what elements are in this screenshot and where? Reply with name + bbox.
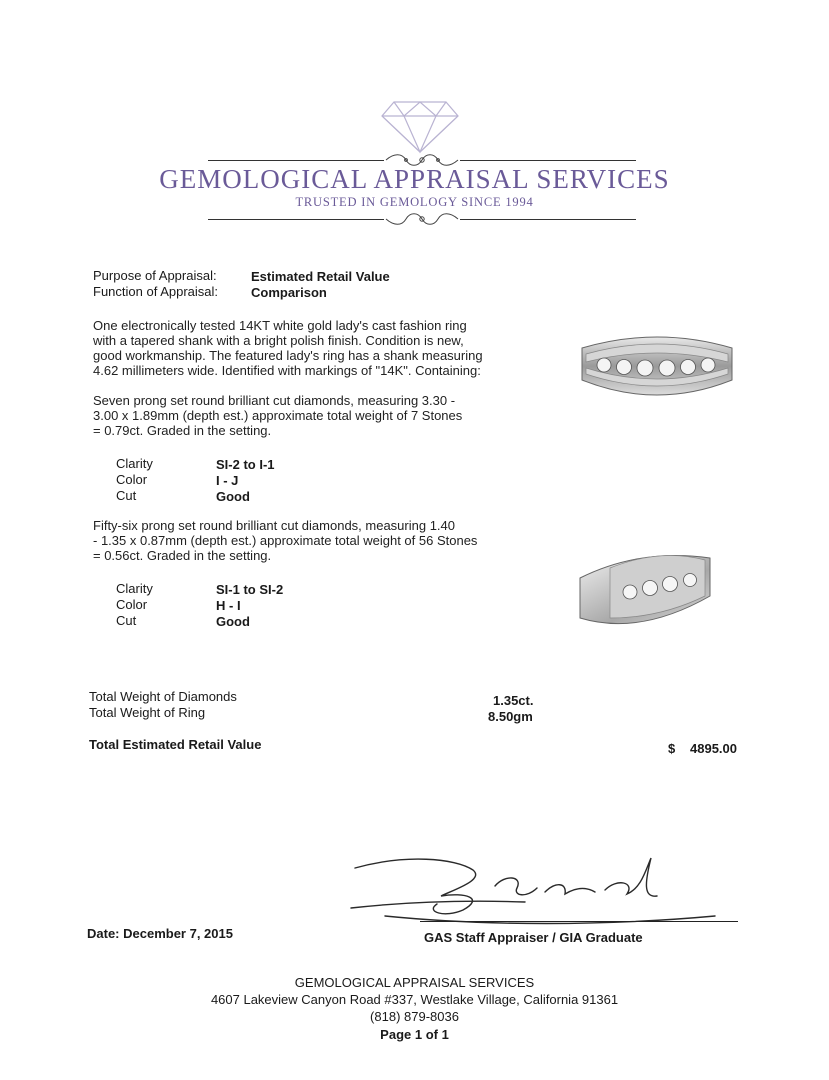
color-value: H - I [216, 598, 241, 613]
footer-company: GEMOLOGICAL APPRAISAL SERVICES [294, 975, 535, 990]
appraiser-title: GAS Staff Appraiser / GIA Graduate [424, 930, 643, 945]
diamond-logo-icon [380, 96, 460, 156]
color-value: I - J [216, 473, 239, 488]
clarity-value: SI-2 to I-1 [216, 457, 275, 472]
function-label: Function of Appraisal: [93, 284, 219, 299]
total-ring-label: Total Weight of Ring [89, 705, 206, 720]
clarity-value: SI-1 to SI-2 [216, 582, 284, 597]
company-name: GEMOLOGICAL APPRAISAL SERVICES [159, 164, 670, 194]
color-label: Color [116, 597, 148, 612]
description-line: 4.62 millimeters wide. Identified with markings of "14K". Containing: [93, 363, 481, 378]
stone-line: - 1.35 x 0.87mm (depth est.) approximate total weight of 56 Stones [93, 533, 478, 548]
description-line: with a tapered shank with a bright polish finish. Condition is new, [93, 333, 464, 348]
cut-value: Good [216, 614, 250, 629]
header-ornament-bottom-icon [384, 210, 460, 228]
purpose-label: Purpose of Appraisal: [93, 268, 217, 283]
signature-line [420, 921, 738, 922]
color-label: Color [116, 472, 148, 487]
clarity-label: Clarity [116, 456, 153, 471]
appraisal-date: Date: December 7, 2015 [87, 926, 233, 941]
total-ring-value: 8.50gm [488, 709, 533, 724]
header-rule-bottom-left [208, 219, 384, 220]
total-diamonds-value: 1.35ct. [493, 693, 534, 708]
header-rule-top-left [208, 160, 384, 161]
stone-line: Seven prong set round brilliant cut diamonds, measuring 3.30 - [93, 393, 456, 408]
page-number: Page 1 of 1 [380, 1027, 449, 1042]
cut-label: Cut [116, 488, 137, 503]
total-retail-label: Total Estimated Retail Value [89, 737, 262, 752]
appraiser-signature [345, 852, 745, 932]
clarity-label: Clarity [116, 581, 153, 596]
description [93, 318, 483, 378]
cut-label: Cut [116, 613, 137, 628]
description-line: good workmanship. The featured lady's ring has a shank measuring [93, 348, 483, 363]
ring-photo-front [572, 318, 742, 418]
header-rule-top-right [460, 160, 636, 161]
header-rule-bottom-right [460, 219, 636, 220]
ring-photo-angle [570, 538, 720, 638]
currency-symbol: $ [668, 741, 676, 756]
stone-line: = 0.56ct. Graded in the setting. [93, 548, 272, 563]
description-line: One electronically tested 14KT white gold lady's cast fashion ring [93, 318, 467, 333]
stone-description-1 [93, 393, 462, 438]
stone-description-2 [93, 518, 477, 563]
company-tagline: TRUSTED IN GEMOLOGY SINCE 1994 [295, 195, 534, 209]
total-diamonds-label: Total Weight of Diamonds [89, 689, 237, 704]
function-value: Comparison [251, 285, 327, 300]
footer-address: 4607 Lakeview Canyon Road #337, Westlake Village, California 91361 [210, 992, 619, 1007]
stone-line: Fifty-six prong set round brilliant cut diamonds, measuring 1.40 [93, 518, 456, 533]
stone-line: 3.00 x 1.89mm (depth est.) approximate total weight of 7 Stones [93, 408, 463, 423]
footer-phone: (818) 879-8036 [370, 1009, 459, 1024]
total-retail-value: 4895.00 [690, 741, 737, 756]
cut-value: Good [216, 489, 250, 504]
purpose-value: Estimated Retail Value [251, 269, 390, 284]
stone-line: = 0.79ct. Graded in the setting. [93, 423, 272, 438]
